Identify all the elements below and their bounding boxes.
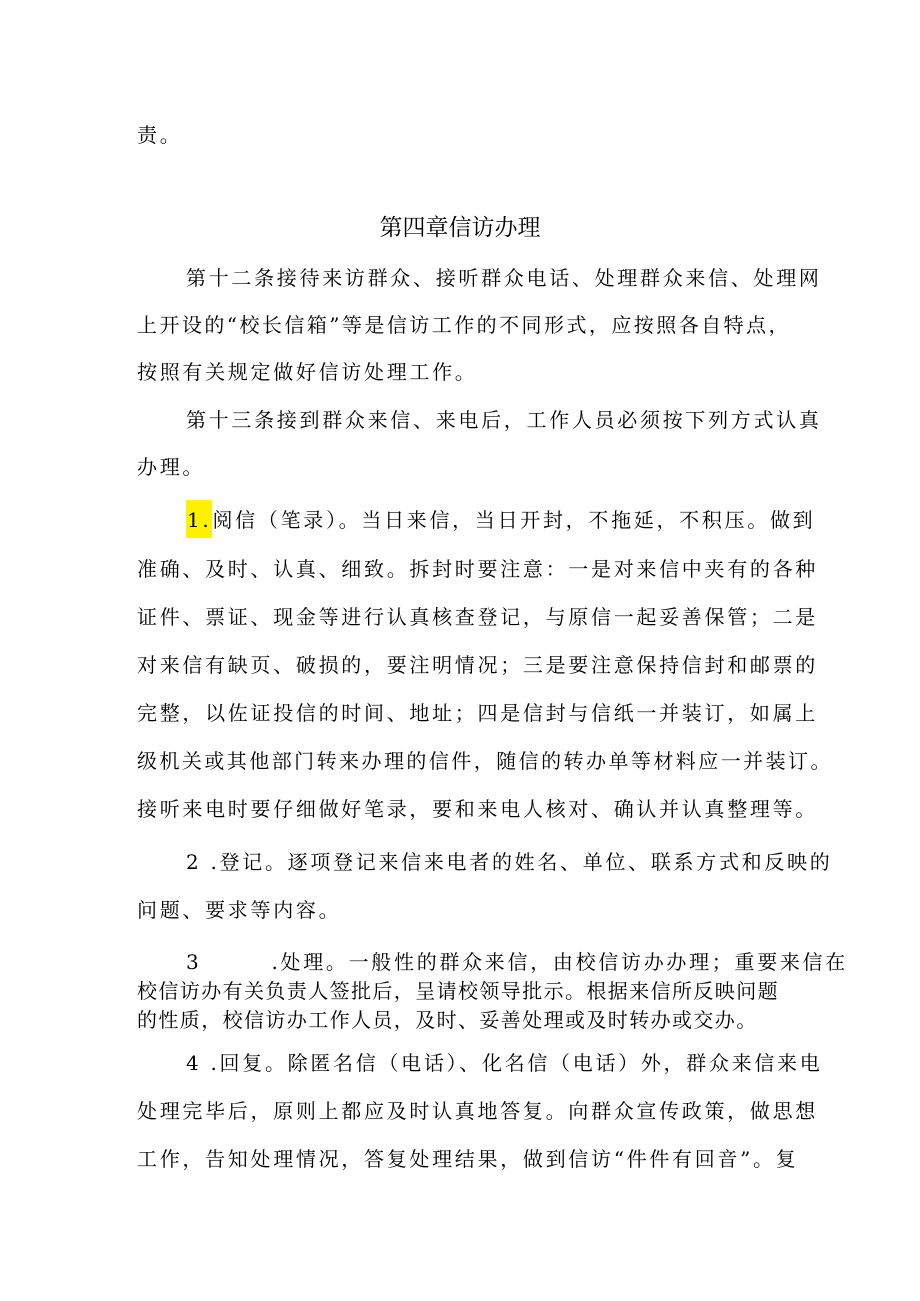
article-12-line-2: 上开设的“校长信箱”等是信访工作的不同形式，应按照各自特点， — [137, 313, 791, 337]
item-3-line-1-text: .处理。一般性的群众来信，由校信访办办理；重要来信在 — [271, 950, 848, 974]
article-13-line-2: 办理。 — [137, 455, 206, 479]
article-12-line-1: 第十二条接待来访群众、接听群众电话、处理群众来信、处理网 — [186, 266, 822, 290]
item-2-line-2: 问题、要求等内容。 — [137, 898, 342, 922]
chapter-title: 第四章信访办理 — [379, 215, 541, 241]
item-1-line-2: 准确、及时、认真、细致。拆封时要注意：一是对来信中夹有的各种 — [137, 557, 818, 581]
item-1-line-5: 完整，以佐证投信的时间、地址；四是信封与信纸一并装订，如属上 — [137, 701, 818, 725]
highlighted-item-number: 1. — [186, 500, 212, 538]
item-3-line-1 — [186, 948, 848, 976]
item-1-line-6: 级机关或其他部门转来办理的信件，随信的转办单等材料应一并装订。 — [137, 749, 833, 773]
item-3-line-3: 的性质，校信访办工作人员，及时、妥善处理或及时转办或交办。 — [137, 1008, 758, 1032]
item-2-line-1: 2 .登记。逐项登记来信来电者的姓名、单位、联系方式和反映的 — [186, 850, 833, 874]
item-3-line-2: 校信访办有关负责人签批后，呈请校领导批示。根据来信所反映问题 — [137, 979, 779, 1003]
item-4-line-3: 工作，告知处理情况，答复处理结果，做到信访“件件有回音”。复 — [137, 1147, 799, 1171]
item-1-line-1 — [186, 506, 816, 538]
item-1-line-4: 对来信有缺页、破损的，要注明情况；三是要注意保持信封和邮票的 — [137, 653, 818, 677]
item-1-line-3: 证件、票证、现金等进行认真核查登记，与原信一起妥善保管；二是 — [137, 605, 818, 629]
item-3-number: 3 — [186, 950, 202, 974]
article-13-line-1: 第十三条接到群众来信、来电后，工作人员必须按下列方式认真 — [186, 408, 822, 432]
leading-fragment: 责。 — [137, 123, 183, 147]
item-4-line-1: 4 .回复。除匿名信（电话）、化名信（电话）外，群众来信来电 — [186, 1051, 823, 1075]
item-4-line-2: 处理完毕后，原则上都应及时认真地答复。向群众宣传政策，做思想 — [137, 1099, 818, 1123]
article-12-line-3: 按照有关规定做好信访处理工作。 — [137, 360, 478, 384]
item-1-line-1-text: 阅信（笔录）。当日来信，当日开封，不拖延，不积压。做到 — [212, 508, 816, 532]
item-1-line-7: 接听来电时要仔细做好笔录，要和来电人核对、确认并认真整理等。 — [137, 797, 818, 821]
